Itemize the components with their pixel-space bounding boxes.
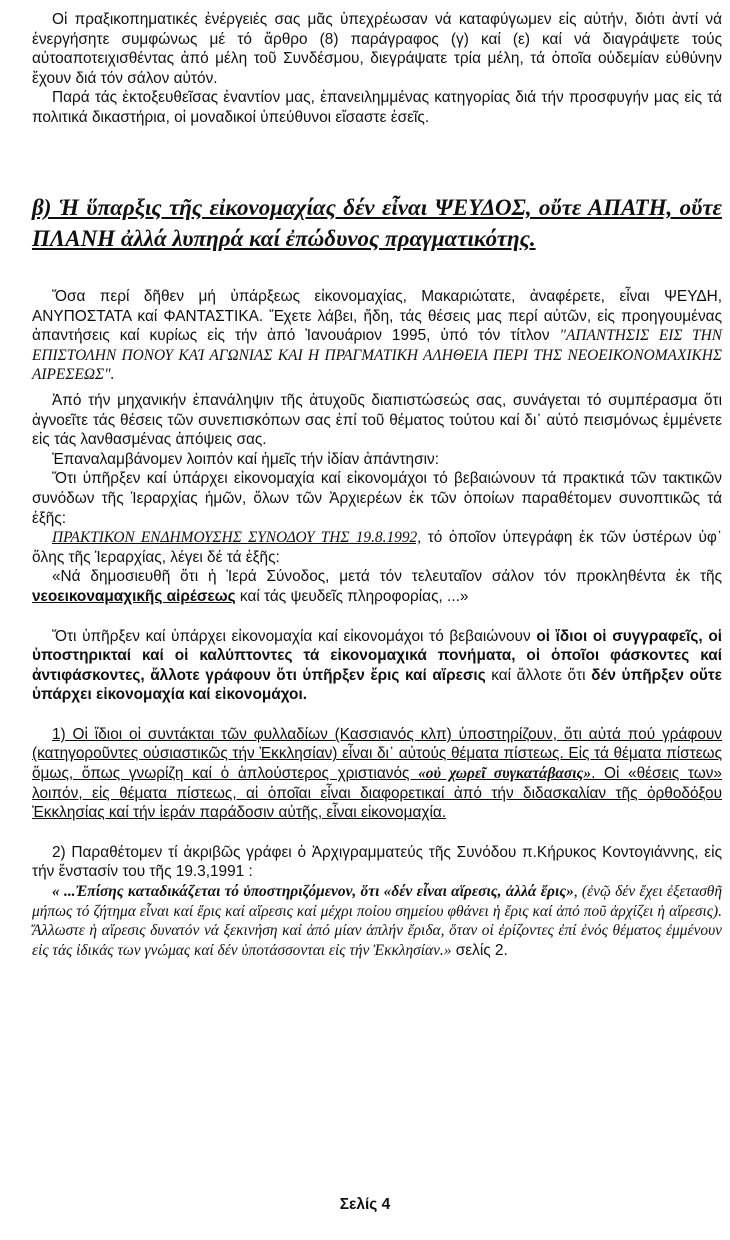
denial-emphasis: δέν ὑπῆρξεν οὔτε ὑπάρχει εἰκονομαχία καί εἰκονομάχοι. bbox=[32, 666, 722, 704]
section-heading: β) Ἡ ὕπαρξις τῆς εἰκονομαχίας δέν εἶναι ΨΕΥΔΟΣ, οὔτε ΑΠΑΤΗ, οὔτε ΠΛΑΝΗ ἀλλά λυπηρά καί ἐπώδυνος πραγματικότης. bbox=[32, 195, 722, 251]
quote-highlight: νεοεικοναμαχικῆς αἱρέσεως bbox=[32, 587, 236, 605]
minutes-title: ΠΡΑΚΤΙΚΟΝ ΕΝΔΗΜΟΥΣΗΣ ΣΥΝΟΔΟΥ ΤΗΣ 19.8.1992, bbox=[52, 529, 422, 547]
paragraph-minutes-ref bbox=[32, 528, 722, 567]
paragraph-text: «Νά δημοσιευθῆ ὅτι ἡ Ἱερά Σύνοδος, μετά τόν τελευταῖον σάλον τόν προκληθέντα ἐκ τῆς bbox=[52, 568, 722, 586]
quote-source: σελίς 2. bbox=[451, 941, 508, 959]
paragraph-repeat: Ἐπαναλαμβάνομεν λοιπόν καί ἡμεῖς τήν ἰδίαν ἀπάντησιν: bbox=[52, 450, 439, 468]
quote-text: « ...Ἐπίσης καταδικάζεται τό ὑποστηριζόμενον, ὅτι bbox=[52, 883, 384, 901]
point-2: 2) Παραθέτομεν τί ἀκριβῶς γράφει ὁ Ἀρχιγραμματεύς τῆς Συνόδου π.Κήρυκος Κοντογιάννης, εἰς τήν ἔνστασίν του τῆς 19.3,1991 : bbox=[32, 843, 722, 881]
page-number: Σελίς 4 bbox=[339, 1196, 391, 1213]
intro-paragraph-2: Παρά τάς ἐκτοξευθεῖσας ἐναντίον μας, ἐπανειλημμένας κατηγορίας διά τήν προσφυγήν μας εἰς τά πολιτικά δικαστήρια, οἱ μοναδικοί ὑπεύθυνοι εἴσαστε ἐσεῖς. bbox=[32, 89, 722, 126]
paragraph-text: Ὅσα περί δῆθεν μή ὑπάρξεως εἰκονομαχίας, Μακαριώτατε, ἀναφέρετε, εἶναι ΨΕΥΔΗ, ΑΝΥΠΟΣΤΑΤΑ καί ΦΑΝΤΑΣΤΙΚΑ. Ἔχετε λάβει, ἤδη, τάς θέσεις μας περί αὐτῶν, εἰς προηγουμένας ἀπαντήσεις καί κυρίως εἰς τήν ἀπό Ἰανουάριον 1995, ὑπό τόν τίτλον bbox=[32, 288, 722, 345]
authors-emphasis: οἱ ἴδιοι οἱ συγγραφεῖς, οἱ ὑποστηρικταί καί οἱ καλύπτοντες τά εἰκονομαχικά πονήματα, οἱ ὁποῖοι φάσκοντες καί ἀντιφάσκοντες, ἄλλοτε γράφουν ὅτι ὑπῆρξεν ἔρις καί αἵρεσις bbox=[32, 627, 722, 684]
point-1-quote: «οὐ χωρεῖ συγκατάβασις» bbox=[418, 765, 592, 783]
paragraph-text: καί ἄλλοτε ὅτι bbox=[485, 666, 592, 684]
intro-block bbox=[32, 10, 722, 128]
quote-emphasis: «δέν εἶναι αἵρεσις, ἀλλά ἔρις» bbox=[383, 883, 574, 901]
paragraph-no-iconoclasm bbox=[32, 287, 722, 385]
paragraph-text: τό ὁποῖον ὑπεγράφη ἐκ τῶν ὑστέρων ὑφ᾽ ὅλης τῆς Ἱεραρχίας, λέγει δέ τά ἑξῆς: bbox=[32, 529, 722, 566]
quote-text: , (ἐνῷ δέν ἔχει ἐξετασθῆ μήπως τό ζήτημα εἶναι καί ἔρις καί αἵρεσις καί μέχρι ποίου σημείου φθάνει ἡ ἔρις καί ἀπό ποῦ ἀρχίζει ἡ αἵρεσις). Ἄλλωστε ἡ αἵρεσις δυνατόν νά ξεκινήση καί ἀπό μίαν ἁπλήν ἔριδα, ὅταν οἱ ἐρίζοντες ἐπί ἑνός θέματος ἐμμένουν εἰς τάς ἰδικάς των γνώμας καί δέν ὑποτάσσονται εἰς τήν Ἐκκλησίαν.» bbox=[32, 883, 722, 959]
paragraph-text: Ὅτι ὑπῆρξεν καί ὑπάρχει εἰκονομαχία καί εἰκονομάχοι τό βεβαιώνουν bbox=[52, 627, 537, 645]
cited-letter-title: "ΑΠΑΝΤΗΣΙΣ ΕΙΣ ΤΗΝ ΕΠΙΣΤΟΛΗΝ ΠΟΝΟΥ ΚΑΊ ΑΓΩΝΙΑΣ ΚΑΙ Η ΠΡΑΓΜΑΤΙΚΗ ΑΛΗΘΕΙΑ ΠΕΡΙ ΤΗΣ ΝΕΟΕΙΚΟΝΟΜΑΧΙΚΗΣ ΑΙΡΕΣΕΩΣ". bbox=[32, 327, 722, 384]
paragraph-minutes-intro: Ὅτι ὑπῆρξεν καί ὑπάρχει εἰκονομαχία καί εἰκονομάχοι τό βεβαιώνουν τά πρακτικά τῶν τακτικῶν συνόδων τῆς Ἱεραρχίας ἡμῶν, ὅλων τῶν Ἀρχιερέων ἐκ τῶν ὁποίων παραθέτομεν συνοπτικῶς τά ἑξῆς: bbox=[32, 470, 722, 527]
point-2-quote bbox=[32, 882, 722, 960]
paragraph-text: καί τάς ψευδεῖς πληροφορίας, ...» bbox=[235, 587, 469, 605]
minutes-quote bbox=[32, 567, 722, 606]
intro-paragraph-1: Οἱ πραξικοπηματικές ἐνέργειές σας μᾶς ὑπεχρέωσαν νά καταφύγωμεν εἰς αὐτήν, διότι ἀντί νά ἐνεργήσητε συμφώνως μέ τό ἄρθρο (8) παράγραφος (γ) καί (ε) καί νά διαγράψετε τούς αὐτοαποτειχισθέντας ἀπό μέλη τοῦ Συνδέσμου, διεγράψατε τρία μέλη, τά ὁποῖα οὐδεμίαν εὐθύνην ἔχουν διά τόν σάλον αὐτόν. bbox=[32, 11, 722, 87]
section-body bbox=[32, 287, 722, 960]
paragraph-text: . Οἱ «θέσεις των» λοιπόν, εἰς θέματα πίστεως, αἱ ὁποῖαι εἶναι διαφορετικαί ἀπό τήν διδασκαλίαν τῆς ὀρθοδόξου Ἐκκλησίας καί τήν ἱεράν παράδοσιν αὐτῆς, εἶναι εἰκονομαχία. bbox=[32, 765, 722, 822]
paragraph-authors bbox=[32, 627, 722, 705]
paragraph-text: 1) Οἱ ἴδιοι οἱ συντάκται τῶν φυλλαδίων (Κασσιανός κλπ) ὑποστηρίζουν, ὅτι αὐτά πού γράφουν (κατηγοροῦντες οὐσιαστικῶς τήν Ἐκκλησίαν) εἶναι δι᾽ αὐτούς θέματα πίστεως. Εἰς τά θέματα πίστεως ὅμως, ὅπως γνωρίζη καί ὁ ἁπλούστερος χριστιανός bbox=[32, 725, 722, 783]
point-1 bbox=[32, 725, 722, 823]
paragraph-conclusion: Ἀπό τήν μηχανικήν ἐπανάληψιν τῆς ἀτυχοῦς διαπιστώσεώς σας, συνάγεται τό συμπέρασμα ὅτι ἀγνοεῖτε τάς θέσεις τῶν συνεπισκόπων σας ἐπί τοῦ θέματος τούτου καί δι᾽ αὐτό πεισμόνως ἐμμένετε εἰς τάς λανθασμένας ἀπόψεις σας. bbox=[32, 391, 722, 449]
